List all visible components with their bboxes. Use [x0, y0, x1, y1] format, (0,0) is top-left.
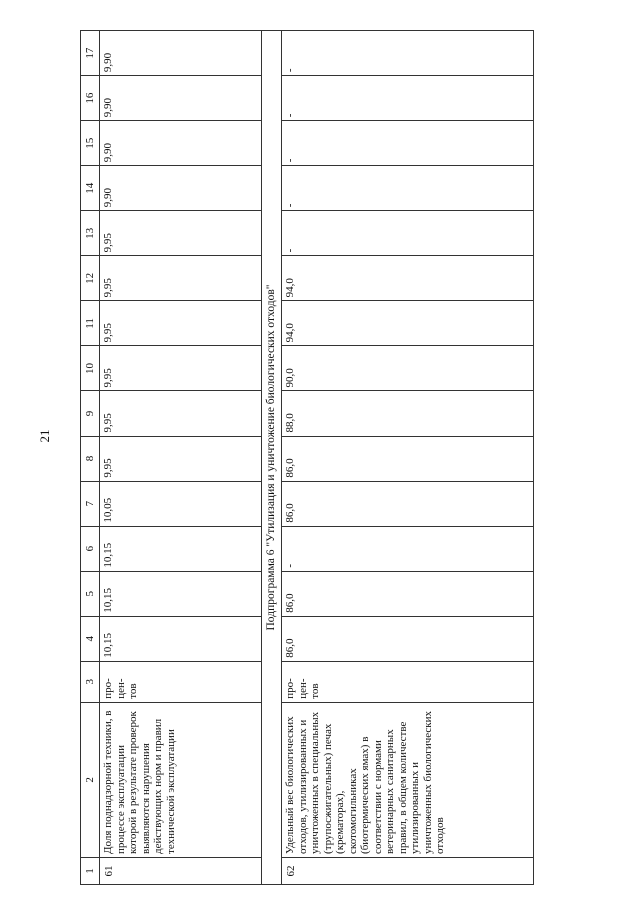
value-cell: 10,15	[100, 616, 262, 661]
header-cell: 3	[81, 661, 100, 702]
row-number: 62	[282, 857, 534, 884]
value-cell: -	[282, 31, 534, 76]
row-number: 61	[100, 857, 262, 884]
value-cell: 86,0	[282, 436, 534, 481]
header-cell: 9	[81, 391, 100, 436]
header-cell: 12	[81, 256, 100, 301]
header-row	[81, 31, 100, 885]
subprogram-row	[262, 31, 282, 885]
header-cell: 2	[81, 702, 100, 857]
value-cell: 10,15	[100, 526, 262, 571]
table-row	[282, 31, 534, 885]
value-cell: 9,95	[100, 346, 262, 391]
value-cell: 9,90	[100, 166, 262, 211]
unit-cell: про-цен-тов	[100, 661, 262, 702]
header-cell: 1	[81, 857, 100, 884]
value-cell: 9,95	[100, 301, 262, 346]
rotated-table-container	[80, 30, 527, 885]
header-cell: 8	[81, 436, 100, 481]
value-cell: 10,15	[100, 571, 262, 616]
value-cell: 9,90	[100, 31, 262, 76]
header-cell: 16	[81, 76, 100, 121]
unit-cell: про-цен-тов	[282, 661, 534, 702]
value-cell: 9,95	[100, 436, 262, 481]
indicator-name: Доля поднадзорной техники, в процессе эксплуатации которой в результате проверок выявляются нарушения действующих норм и правил технической эксплуатации	[100, 702, 262, 857]
header-cell: 6	[81, 526, 100, 571]
value-cell: 94,0	[282, 301, 534, 346]
value-cell: -	[282, 76, 534, 121]
page-number: 21	[37, 429, 52, 443]
value-cell: 9,90	[100, 76, 262, 121]
header-cell: 17	[81, 31, 100, 76]
header-cell: 11	[81, 301, 100, 346]
header-cell: 4	[81, 616, 100, 661]
value-cell: -	[282, 526, 534, 571]
indicators-table	[80, 30, 534, 885]
value-cell: 9,95	[100, 391, 262, 436]
value-cell: 10,05	[100, 481, 262, 526]
value-cell: 88,0	[282, 391, 534, 436]
value-cell: -	[282, 211, 534, 256]
value-cell: -	[282, 121, 534, 166]
header-cell: 5	[81, 571, 100, 616]
value-cell: 86,0	[282, 571, 534, 616]
header-cell: 7	[81, 481, 100, 526]
value-cell: 9,95	[100, 256, 262, 301]
subprogram-title: Подпрограмма 6 "Утилизация и уничтожение биологических отходов"	[262, 31, 282, 885]
header-cell: 10	[81, 346, 100, 391]
value-cell: 9,90	[100, 121, 262, 166]
indicator-name: Удельный вес биологических отходов, утилизированных и уничтоженных в специальных (трупосжигательных) печах (крематорах), скотомогильниках (биотермических ямах) в соответствии с нормами ветеринарных санитарных правил, в общем количестве утилизированных и уничтоженных биологических отходов	[282, 702, 534, 857]
value-cell: 90,0	[282, 346, 534, 391]
header-cell: 14	[81, 166, 100, 211]
value-cell: 94,0	[282, 256, 534, 301]
value-cell: 9,95	[100, 211, 262, 256]
header-cell: 13	[81, 211, 100, 256]
value-cell: -	[282, 166, 534, 211]
header-cell: 15	[81, 121, 100, 166]
value-cell: 86,0	[282, 616, 534, 661]
table-row	[100, 31, 262, 885]
value-cell: 86,0	[282, 481, 534, 526]
